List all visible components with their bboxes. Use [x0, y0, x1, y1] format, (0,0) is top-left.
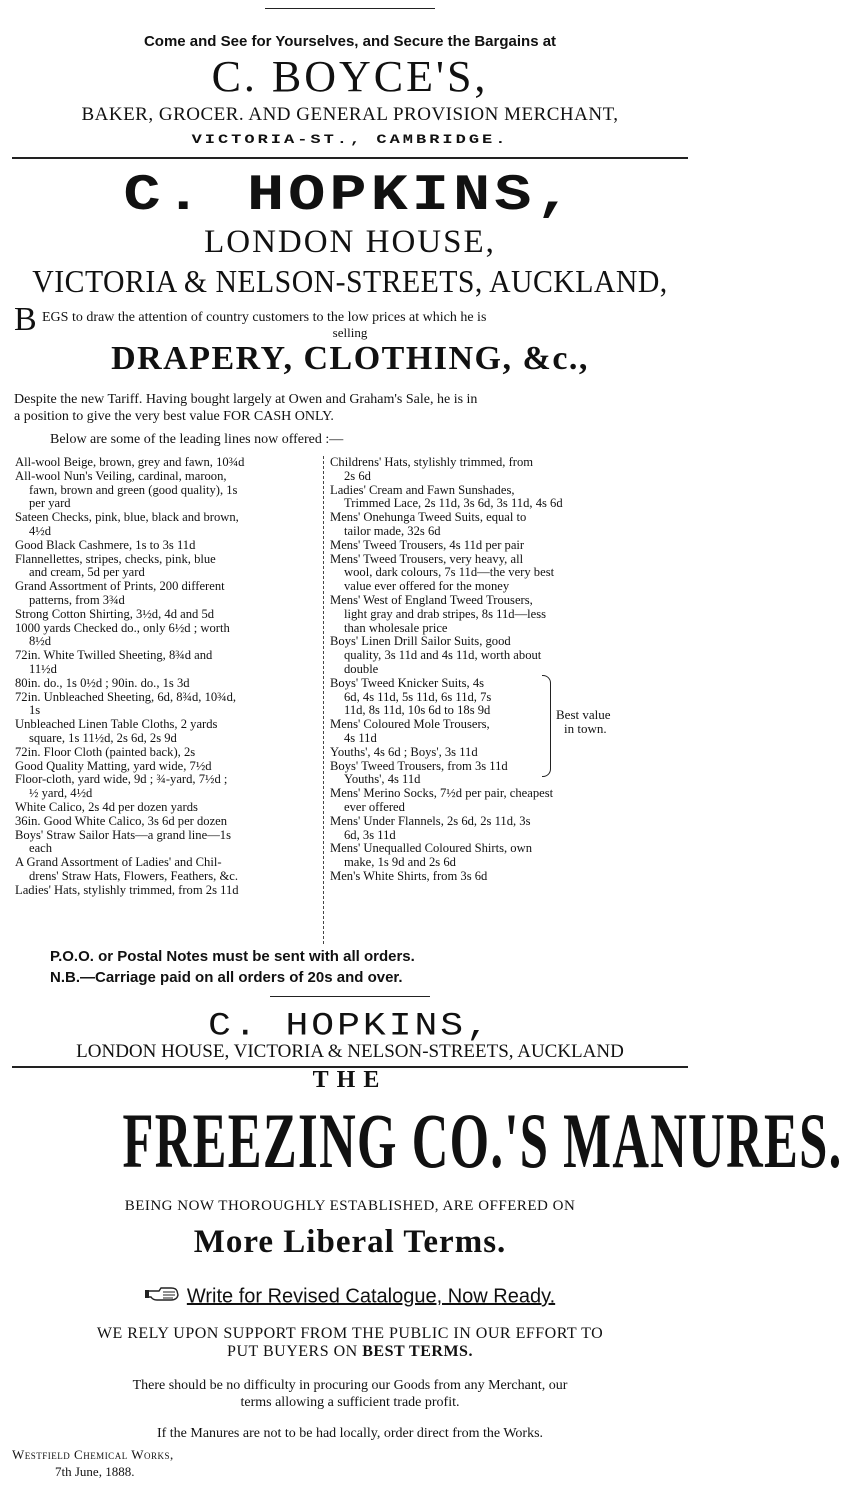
left-item-line: patterns, from 3¾d	[29, 592, 125, 607]
boyce-intro: Come and See for Yourselves, and Secure the Bargains at	[143, 33, 557, 50]
left-item-line: All-wool Nun's Veiling, cardinal, maroon,	[15, 468, 227, 483]
below-intro: Below are some of the leading lines now offered :—	[50, 432, 344, 447]
right-item-line: than wholesale price	[344, 620, 448, 635]
right-item-line: Youths', 4s 6d ; Boys', 3s 11d	[330, 744, 478, 759]
right-item-line: Mens' Tweed Trousers, very heavy, all	[330, 551, 524, 566]
right-item-line: quality, 3s 11d and 4s 11d, worth about	[344, 648, 542, 663]
begs-line1: EGS to draw the attention of country customers to the low prices at which he is	[42, 310, 487, 325]
left-item	[15, 608, 320, 622]
right-item-line: Mens' Coloured Mole Trousers,	[330, 717, 490, 732]
pointing-hand-icon	[145, 1285, 179, 1309]
best-value-note	[556, 708, 611, 736]
right-item	[330, 677, 690, 718]
right-item-line: make, 1s 9d and 2s 6d	[344, 855, 456, 870]
right-item	[330, 635, 690, 676]
left-item-line: 36in. Good White Calico, 3s 6d per dozen	[15, 813, 228, 828]
left-item-line: A Grand Assortment of Ladies' and Chil-	[15, 855, 222, 870]
left-item-line: and cream, 5d per yard	[29, 565, 145, 580]
right-item	[330, 760, 690, 788]
right-item-line: Trimmed Lace, 2s 11d, 3s 6d, 3s 11d, 4s 6d	[344, 496, 563, 511]
left-item-line: square, 1s 11½d, 2s 6d, 2s 9d	[29, 730, 177, 745]
left-item	[15, 773, 320, 801]
right-item	[330, 511, 690, 539]
freezing-title: FREEZING CO.'S MANURES.	[122, 1097, 843, 1184]
left-item-line: 72in. Floor Cloth (painted back), 2s	[15, 744, 196, 759]
catalogue-line	[0, 1285, 700, 1309]
left-item-line: Grand Assortment of Prints, 200 different	[15, 579, 225, 594]
left-item-line: drens' Straw Hats, Flowers, Feathers, &c.	[29, 868, 238, 883]
left-item	[15, 829, 320, 857]
right-item-line: double	[344, 661, 379, 676]
right-item	[330, 484, 690, 512]
left-item	[15, 511, 320, 539]
right-item-line: Boys' Tweed Trousers, from 3s 11d	[330, 758, 508, 773]
right-item-line: Mens' Unequalled Coloured Shirts, own	[330, 841, 532, 856]
best-value-line1: Best value	[556, 707, 611, 722]
right-item	[330, 815, 690, 843]
right-item-line: Childrens' Hats, stylishly trimmed, from	[330, 455, 534, 469]
right-item-line: Boys' Linen Drill Sailor Suits, good	[330, 634, 511, 649]
right-item	[330, 594, 690, 635]
left-item-line: Ladies' Hats, stylishly trimmed, from 2s 11d	[15, 882, 239, 897]
right-item-line: light gray and drab stripes, 8s 11d—less	[344, 606, 547, 621]
rely-line2	[0, 1343, 700, 1361]
right-item-line: 6d, 3s 11d	[344, 827, 396, 842]
left-item-line: Good Quality Matting, yard wide, 7½d	[15, 758, 212, 773]
right-item	[330, 870, 690, 884]
despite-line2: a position to give the very best value FOR CASH ONLY.	[14, 409, 334, 424]
rely-best-terms: BEST TERMS.	[362, 1343, 473, 1360]
poo-note: P.O.O. or Postal Notes must be sent with all orders.	[50, 948, 415, 965]
rely-line1: WE RELY UPON SUPPORT FROM THE PUBLIC IN OUR EFFORT TO	[96, 1325, 604, 1342]
left-price-list	[15, 456, 320, 898]
left-item-line: 72in. White Twilled Sheeting, 8¾d and	[15, 648, 213, 663]
right-item-line: Men's White Shirts, from 3s 6d	[330, 868, 488, 883]
top-rule	[265, 8, 435, 9]
boyce-trade: BAKER, GROCER. AND GENERAL PROVISION MERCHANT,	[81, 104, 619, 125]
works-name: Westfield Chemical Works,	[12, 1447, 174, 1462]
right-item-line: Mens' Onehunga Tweed Suits, equal to	[330, 510, 527, 525]
left-item	[15, 884, 320, 898]
right-item	[330, 842, 690, 870]
difficulty-line2: terms allowing a sufficient trade profit.	[240, 1395, 460, 1410]
left-item	[15, 718, 320, 746]
left-item-line: Floor-cloth, yard wide, 9d ; ¾-yard, 7½d ;	[15, 772, 228, 787]
catalogue-text: Write for Revised Catalogue, Now Ready.	[186, 1285, 556, 1308]
left-item	[15, 580, 320, 608]
left-item-line: 11½d	[29, 661, 57, 676]
left-item-line: 1000 yards Checked do., only 6½d ; worth	[15, 620, 230, 635]
the-label: THE	[312, 1067, 388, 1093]
begs-drop-cap: B	[14, 301, 37, 338]
right-item	[330, 746, 690, 760]
difficulty-line1: There should be no difficulty in procuring our Goods from any Merchant, our	[132, 1378, 568, 1393]
left-item-line: 1s	[29, 703, 41, 718]
left-item	[15, 691, 320, 719]
works-date: 7th June, 1888.	[55, 1464, 135, 1479]
difficulty-block	[0, 1377, 700, 1411]
left-item-line: 72in. Unbleached Sheeting, 6d, 8¾d, 10¾d,	[15, 689, 237, 704]
left-item	[15, 746, 320, 760]
despite-line1: Despite the new Tariff. Having bought largely at Owen and Graham's Sale, he is in	[14, 392, 478, 407]
right-item	[330, 456, 690, 484]
left-item-line: All-wool Beige, brown, grey and fawn, 10¾d	[15, 455, 245, 469]
left-item-line: 80in. do., 1s 0½d ; 90in. do., 1s 3d	[15, 675, 190, 690]
boyce-bottom-rule	[12, 157, 688, 159]
left-item-line: Flannellettes, stripes, checks, pink, blue	[15, 551, 216, 566]
left-item	[15, 539, 320, 553]
right-item	[330, 553, 690, 594]
goods-heading: DRAPERY, CLOTHING, &c.,	[111, 340, 589, 377]
established-line: BEING NOW THOROUGHLY ESTABLISHED, ARE OFFERED ON	[124, 1198, 576, 1214]
left-item-line: fawn, brown and green (good quality), 1s	[29, 482, 238, 497]
right-item	[330, 539, 690, 553]
left-item	[15, 470, 320, 511]
left-item	[15, 553, 320, 581]
left-item	[15, 677, 320, 691]
rely-block	[0, 1325, 700, 1361]
hopkins-footer-rule	[270, 996, 430, 997]
column-divider	[323, 456, 324, 944]
left-item	[15, 815, 320, 829]
right-item-line: tailor made, 32s 6d	[344, 523, 441, 538]
hopkins-name: C. HOPKINS,	[123, 166, 577, 225]
right-item	[330, 787, 690, 815]
left-item-line: Sateen Checks, pink, blue, black and brown,	[15, 510, 239, 525]
right-item-line: Boys' Tweed Knicker Suits, 4s	[330, 675, 485, 690]
left-item	[15, 856, 320, 884]
boyce-address: VICTORIA-ST., CAMBRIDGE.	[191, 133, 509, 148]
right-item-line: 2s 6d	[344, 468, 371, 483]
left-item-line: 8½d	[29, 634, 52, 649]
boyce-name: C. BOYCE'S,	[211, 52, 489, 101]
left-item-line: Boys' Straw Sailor Hats—a grand line—1s	[15, 827, 231, 842]
left-item	[15, 649, 320, 677]
left-item-line: per yard	[29, 496, 71, 511]
right-item-line: 11d, 8s 11d, 10s 6d to 18s 9d	[344, 703, 491, 718]
left-item-line: White Calico, 2s 4d per dozen yards	[15, 799, 198, 814]
right-item	[330, 718, 690, 746]
hopkins-house: LONDON HOUSE,	[204, 224, 496, 260]
carriage-note: N.B.—Carriage paid on all orders of 20s and over.	[50, 969, 403, 986]
left-item	[15, 622, 320, 650]
right-item-line: Mens' Under Flannels, 2s 6d, 2s 11d, 3s	[330, 813, 531, 828]
local-line: If the Manures are not to be had locally, order direct from the Works.	[156, 1426, 544, 1441]
right-item-line: ever offered	[344, 799, 405, 814]
left-item-line: Unbleached Linen Table Cloths, 2 yards	[15, 717, 218, 732]
right-item-line: Mens' Tweed Trousers, 4s 11d per pair	[330, 537, 525, 552]
right-item-line: 4s 11d	[344, 730, 377, 745]
right-item-line: Ladies' Cream and Fawn Sunshades,	[330, 482, 515, 497]
hopkins-footer-address: LONDON HOUSE, VICTORIA & NELSON-STREETS, AUCKLAND	[76, 1041, 624, 1062]
rely-line2-text: PUT BUYERS ON	[227, 1343, 363, 1360]
left-item-line: Strong Cotton Shirting, 3½d, 4d and 5d	[15, 606, 215, 621]
left-item	[15, 760, 320, 774]
liberal-terms: More Liberal Terms.	[193, 1224, 507, 1260]
right-item-line: Youths', 4s 11d	[344, 772, 421, 787]
right-item-line: Mens' Merino Socks, 7½d per pair, cheapest	[330, 786, 554, 801]
left-item-line: 4½d	[29, 523, 52, 538]
right-price-list	[330, 456, 690, 884]
hopkins-address: VICTORIA & NELSON-STREETS, AUCKLAND,	[32, 263, 668, 299]
left-item-line: ½ yard, 4½d	[29, 786, 93, 801]
left-item-line: Good Black Cashmere, 1s to 3s 11d	[15, 537, 196, 552]
right-item-line: value ever offered for the money	[344, 579, 510, 594]
left-item	[15, 456, 320, 470]
right-item-line: wool, dark colours, 7s 11d—the very best	[344, 565, 555, 580]
left-item	[15, 801, 320, 815]
right-item-line: 6d, 4s 11d, 5s 11d, 6s 11d, 7s	[344, 689, 492, 704]
best-value-line2: in town.	[564, 721, 607, 736]
left-item-line: each	[29, 841, 53, 856]
begs-line2: selling	[332, 325, 368, 340]
best-value-brace	[542, 675, 551, 777]
hopkins-footer-name: C. HOPKINS,	[208, 1008, 492, 1045]
right-item-line: Mens' West of England Tweed Trousers,	[330, 592, 533, 607]
